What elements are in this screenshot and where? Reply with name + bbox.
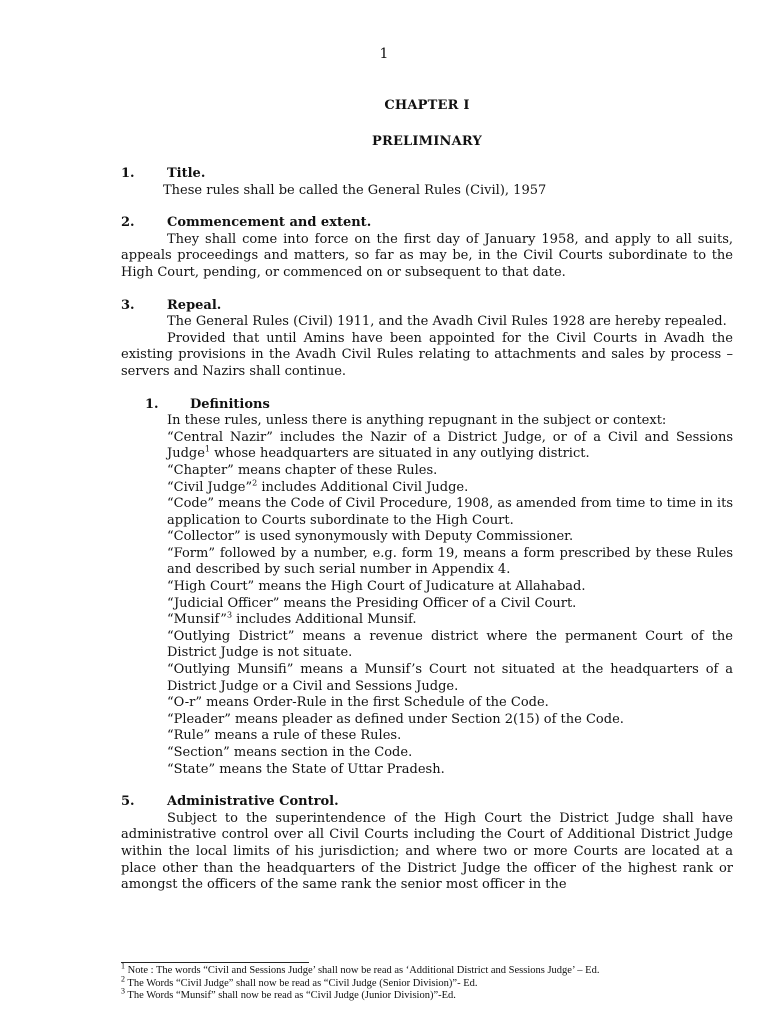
document-body <box>121 166 733 894</box>
paragraph: These rules shall be called the General Rules (Civil), 1957 <box>163 182 547 198</box>
footnotes <box>121 961 741 1003</box>
definition-item: “High Court” means the High Court of Judicature at Allahabad. <box>167 579 586 595</box>
definition-item: “Munsif”$^3$ includes Additional Munsif. <box>167 610 417 628</box>
paragraph: Provided that until Amins have been appointed for the Civil Courts in Avadh the existing provisions in the Avadh Civil Rules relating to attachments and sales by process –servers and Nazirs shall continue. <box>121 330 733 379</box>
section-heading <box>121 215 733 232</box>
section-heading <box>121 794 733 811</box>
definitions-list <box>121 413 733 778</box>
section-number: 1. <box>121 166 135 181</box>
footnote: $^3$ The Words “Munsif” shall now be read as “Civil Judge (Junior Division)”-Ed. <box>121 986 456 1001</box>
definition-item: “Pleader” means pleader as defined under Section 2(15) of the Code. <box>167 711 624 727</box>
definition-item: “Code” means the Code of Civil Procedure, 1908, as amended from time to time in its application to Courts subordinate to the High Court. <box>167 496 733 528</box>
section-title: Definitions <box>190 396 270 412</box>
footnote: $^1$ Note : The words “Civil and Sessions Judge’ shall now be read as ‘Additional District and Sessions Judge’ – Ed. <box>121 961 600 976</box>
paragraph: The General Rules (Civil) 1911, and the Avadh Civil Rules 1928 are hereby repealed. <box>167 314 727 330</box>
paragraph: Subject to the superintendence of the High Court the District Judge shall have administrative control over all Civil Courts including the Court of Additional District Judge within the local limits of his jurisdiction; and where two or more Courts are located at a place other than the headquarters of the District Judge the officer of the highest rank or amongst the officers of the same rank the senior most officer in the <box>121 810 733 893</box>
definition-item: “Form” followed by a number, e.g. form 19, means a form prescribed by these Rules and described by such serial number in Appendix 4. <box>167 545 733 578</box>
definition-item: “Collector” is used synonymously with Deputy Commissioner. <box>167 529 574 545</box>
footnote-ref[interactable]: 2 <box>252 478 258 488</box>
paragraph: They shall come into force on the first day of January 1958, and apply to all suits, appeals proceedings and matters, so far as may be, in the Civil Courts subordinate to the High Court, pending, or commenced on or subsequent to that date. <box>121 231 733 280</box>
section-title: Commencement and extent. <box>167 215 372 231</box>
section-heading <box>121 166 733 183</box>
section-number: 5. <box>121 794 135 810</box>
footnote-mark: 2 <box>121 974 125 983</box>
section-heading <box>121 298 733 315</box>
section-number: 1. <box>145 396 159 412</box>
section-title: Title. <box>167 166 206 181</box>
definition-item: “Outlying District” means a revenue district where the permanent Court of the District Judge is not situate. <box>167 628 733 661</box>
footnote: $^2$ The Words “Civil Judge” shall now be read as “Civil Judge (Senior Division)”- Ed. <box>121 974 478 989</box>
section-number: 3. <box>121 297 135 313</box>
footnote-ref[interactable]: 1 <box>204 444 211 454</box>
footnote-mark: 1 <box>121 961 125 971</box>
definition-item: “O-r” means Order-Rule in the first Schedule of the Code. <box>167 695 549 711</box>
definition-item: “Chapter” means chapter of these Rules. <box>167 462 438 478</box>
definition-item: “Section” means section in the Code. <box>167 745 413 760</box>
definition-item: “Outlying Munsifi” means a Munsif’s Court not situated at the headquarters of a District Judge or a Civil and Sessions Judge. <box>167 662 733 694</box>
chapter-title: CHAPTER I <box>384 98 470 113</box>
section-title: Administrative Control. <box>167 794 339 810</box>
footnote-ref[interactable]: 3 <box>226 610 233 620</box>
section-number: 2. <box>121 215 135 231</box>
definitions-intro: In these rules, unless there is anything repugnant in the subject or context: <box>167 413 667 429</box>
definition-item: “Central Nazir” includes the Nazir of a District Judge, or of a Civil and Sessions Judge$^1$ whose headquarters are situated in any outlying district. <box>167 429 733 462</box>
chapter-heading: PRELIMINARY <box>371 134 483 149</box>
definition-item: “Rule” means a rule of these Rules. <box>167 728 402 744</box>
definition-item: “Judicial Officer” means the Presiding Officer of a Civil Court. <box>167 595 577 611</box>
section-heading <box>121 397 733 414</box>
footnote-mark: 3 <box>121 986 125 996</box>
definition-item: “Civil Judge”$^2$ includes Additional Civil Judge. <box>167 478 469 495</box>
section-title: Repeal. <box>167 297 222 313</box>
definition-item: “State” means the State of Uttar Pradesh. <box>167 761 445 777</box>
footnote-divider <box>121 962 309 963</box>
page-number: 1 <box>379 46 389 62</box>
